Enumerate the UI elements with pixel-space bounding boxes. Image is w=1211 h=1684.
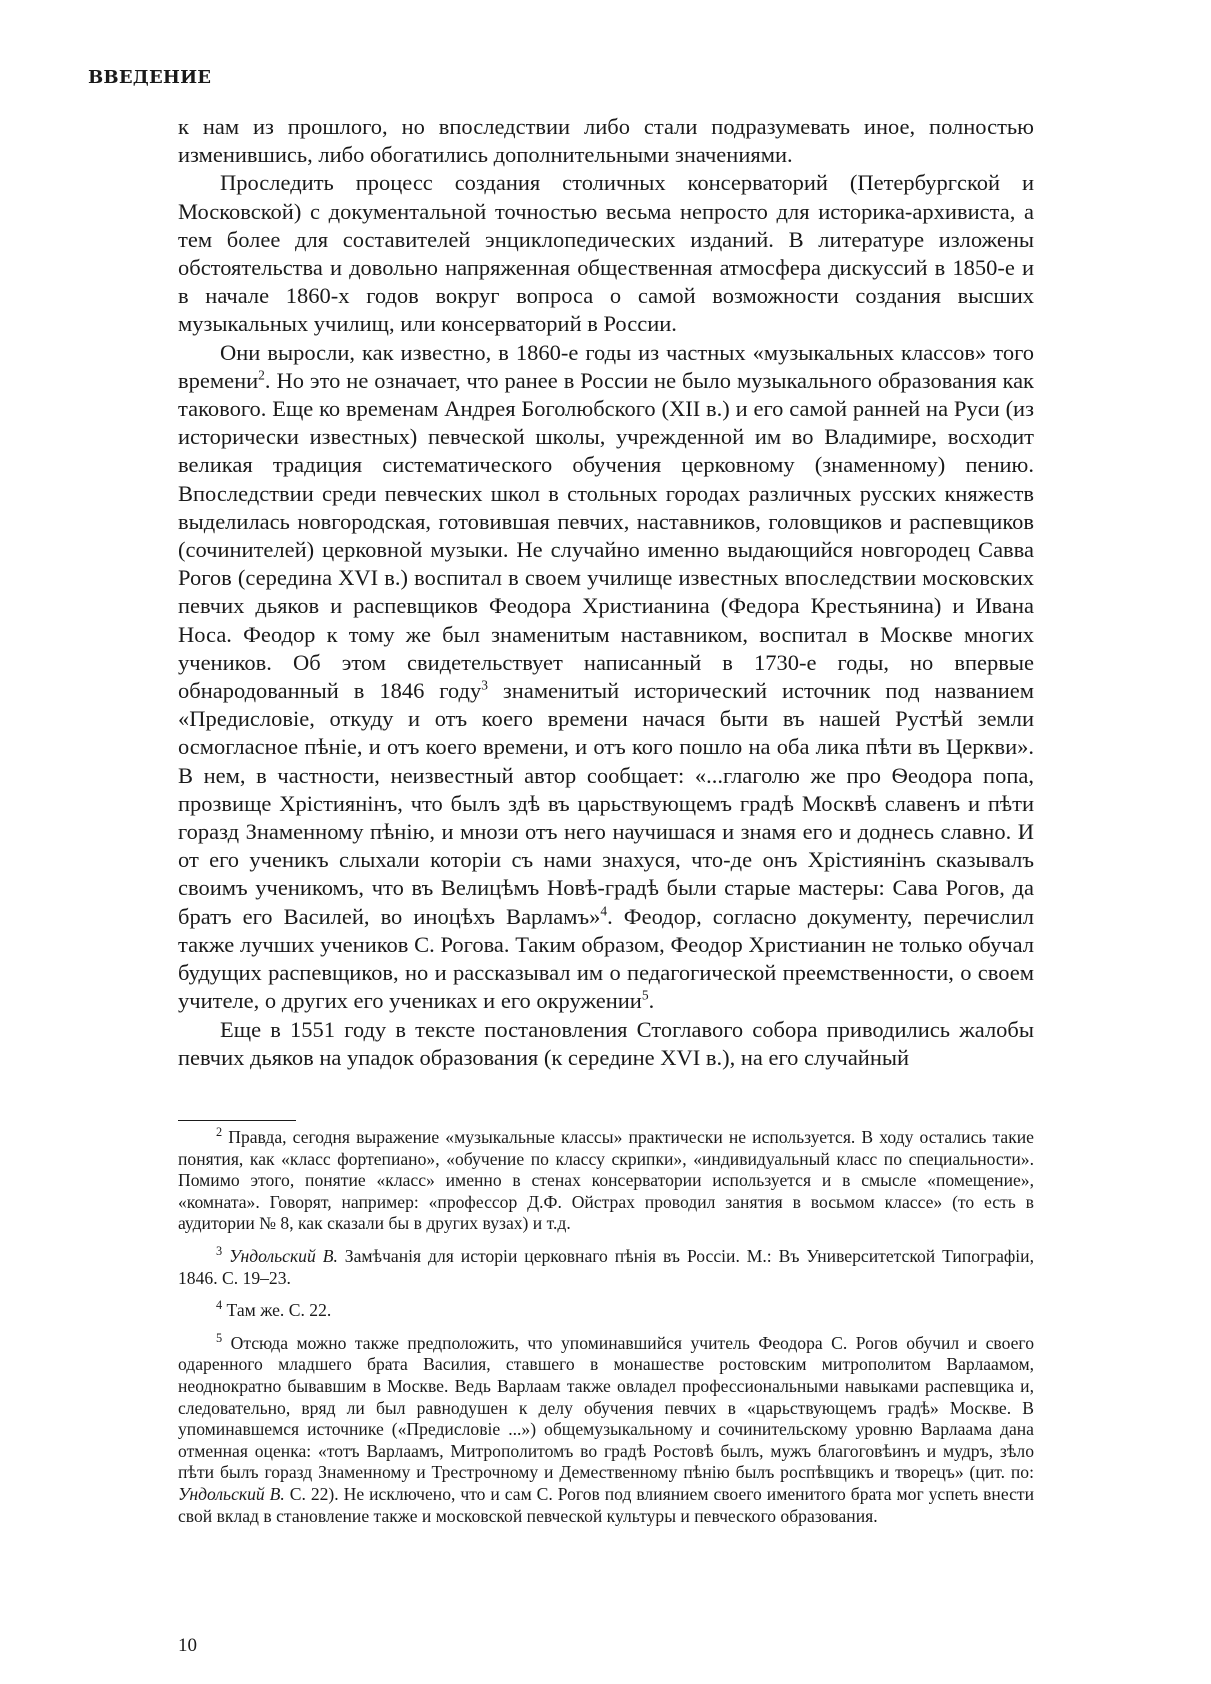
paragraph-3-part-e: . <box>648 988 655 1014</box>
footnote-author: Ундольский В. <box>229 1245 338 1266</box>
footnote-separator <box>178 1120 296 1121</box>
page-number: 10 <box>178 1635 197 1656</box>
footnote-ref-4: 4 <box>600 903 608 919</box>
paragraph-3-part-d: . Феодор, согласно документу, перечислил также лучших учеников С. Рогова. Таким образом, Феодор Христианин не только обучал будущих распевщиков, но и рассказывал им о педагогической преемственности, о своем учителе, о других его учениках и его окружении <box>178 903 1034 1014</box>
paragraph-3-part-a: Они выросли, как известно, в 1860-е годы из частных «музыкальных классов» того времени <box>178 339 1034 393</box>
footnote-ref-3: 3 <box>481 677 488 693</box>
footnote-text: Там же. С. 22. <box>222 1300 332 1321</box>
footnote-2 <box>178 1127 1034 1235</box>
footnote-5 <box>178 1330 1034 1527</box>
paragraph-3-part-b: . Но это не означает, что ранее в России не было музыкального образования как такового. Еще ко временам Андрея Боголюбского (XII в.) и его самой ранней на Руси (из исторически известных) певческой школы, учрежденной им во Владимире, восходит великая традиция систематического обучения церковному (знаменному) пению. Впоследствии среди певческих школ в стольных городах различных русских княжеств выделилась новгородская, готовившая певчих, наставников, головщиков и распевщиков (сочинителей) церковной музыки. Не случайно именно выдающийся новгородец Савва Рогов (середина XVI в.) воспитал в своем училище известных впоследствии московских певчих дьяков и распевщиков Феодора Христианина (Федора Крестьянина) и Ивана Носа. Феодор к тому же был знаменитым наставником, воспитал в Москве многих учеников. Об этом свидетельствует написанный в 1730-е годы, но впервые обнародованный в 1846 году <box>178 367 1034 704</box>
footnote-4 <box>178 1300 1034 1322</box>
paragraph-4: Еще в 1551 году в тексте постановления Стоглавого собора приводились жалобы певчих дьяков на упадок образования (к середине XVI в.), на его случайный <box>178 1016 1034 1070</box>
running-head: ВВЕДЕНИЕ <box>88 67 212 88</box>
paragraph-1: к нам из прошлого, но впоследствии либо стали подразумевать иное, полностью изменившись, либо обогатились дополнительными значениями. <box>178 114 1034 168</box>
paragraph-3 <box>178 339 1034 1016</box>
footnote-number: 2 <box>216 1125 223 1140</box>
footnote-ref-2: 2 <box>258 367 265 383</box>
footnote-3 <box>178 1246 1034 1289</box>
footnotes <box>178 1127 1034 1538</box>
footnote-text: С. 22). Не исключено, что и сам С. Рогов под влиянием своего именитого брата мог успеть внести свой вклад в становление также и московской певческой культуры и певческого образования. <box>178 1483 1034 1526</box>
footnote-text: Замѣчанія для исторіи церковнаго пѣнія въ Россіи. М.: Въ Университетской Типографіи, 1846. С. 19–23. <box>178 1245 1034 1288</box>
footnote-text: Отсюда можно также предположить, что упоминавшийся учитель Феодора С. Рогов обучил и своего одаренного младшего брата Василия, ставшего в монашестве ростовским митрополитом Варлаамом, неоднократно бывавшим в Москве. Ведь Варлаам также овладел профессиональными навыками распевщика и, следовательно, вряд ли был равнодушен к делу обучения певчих в «царьствующемъ градѣ» Москве. В упоминавшемся источнике («Предисловіе ...») общемузыкальному и сочинительскому уровню Варлаама дана отменная оценка: «тотъ Варлаамъ, Митрополитомъ во градѣ Ростовѣ былъ, мужъ благоговѣинъ и мудръ, зѣло пѣти былъ горазд Знаменному и Трестрочному и Демественному пѣнію былъ роспѣвщикъ и творецъ» (цит. по: <box>178 1332 1034 1483</box>
footnote-author: Ундольский В. <box>178 1483 285 1504</box>
footnote-text: Правда, сегодня выражение «музыкальные классы» практически не используется. В ходу остались такие понятия, как «класс фортепиано», «обучение по классу скрипки», «индивидуальный класс по специальности». Помимо этого, понятие «класс» именно в стенах консерватории используется и в смысле «помещение», «комната». Говорят, например: «профессор Д.Ф. Ойстрах проводил занятия в восьмом классе» (то есть в аудитории № 8, как сказали бы в других вузах) и т.д. <box>178 1127 1034 1234</box>
main-text <box>178 113 1034 1072</box>
paragraph-3-part-c: знаменитый исторический источник под названием «Предисловіе, откуду и отъ коего времени начася быти въ нашей Рустѣй земли осмогласное пѣніе, и отъ коего времени, и отъ кого пошло на оба лика пѣти въ Церкви». В нем, в частности, неизвестный автор сообщает: «...глаголю же про Ѳеодора попа, прозвище Хрістиянінъ, что былъ здѣ въ царьствующемъ градѣ Москвѣ славенъ и пѣти горазд Знаменному пѣнію, и мнози отъ него научишася и знамя его и доднесь славно. И от его ученикъ слыхали которіи съ нами знахуся, что-де онъ Хрістиянінъ сказывалъ своимъ ученикомъ, что въ Велицѣмъ Новѣ-градѣ были старые мастеры: Сава Рогов, да братъ его Василей, во иноцѣхъ Варламъ» <box>178 678 1034 929</box>
footnote-number: 3 <box>216 1244 223 1259</box>
footnote-number: 5 <box>216 1330 223 1345</box>
footnote-ref-5: 5 <box>641 987 649 1003</box>
footnote-number: 4 <box>216 1298 223 1313</box>
paragraph-2: Проследить процесс создания столичных консерваторий (Петербургской и Московской) с документальной точностью весьма непросто для историка-архивиста, а тем более для составителей энциклопедических изданий. В литературе изложены обстоятельства и довольно напряженная общественная атмосфера дискуссий в 1850-е и в начале 1860-х годов вокруг вопроса о самой возможности создания высших музыкальных училищ, или консерваторий в России. <box>178 170 1034 337</box>
